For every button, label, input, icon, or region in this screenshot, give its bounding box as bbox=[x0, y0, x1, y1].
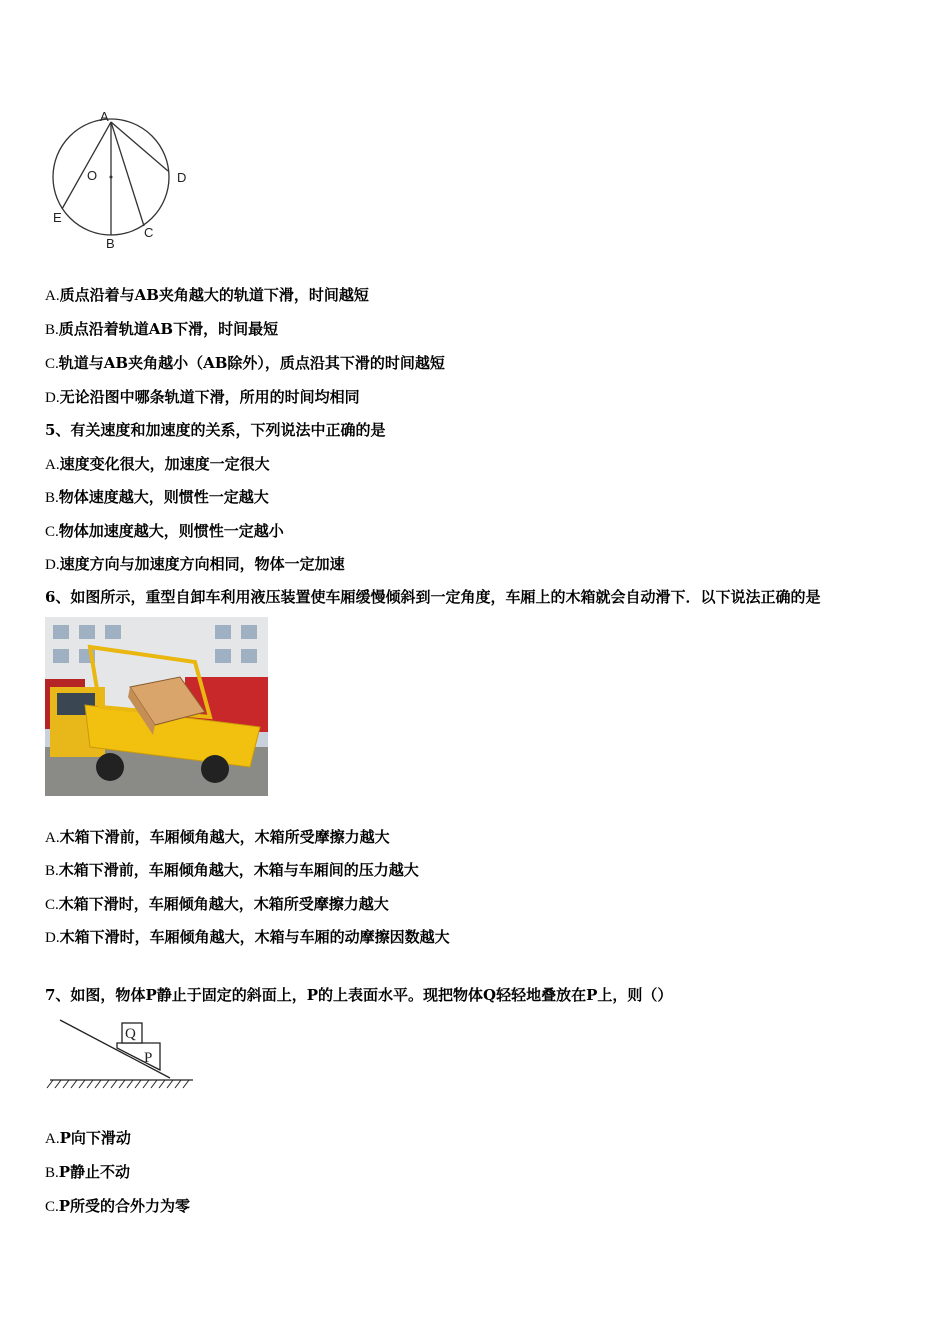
label-a: A bbox=[100, 109, 109, 124]
label-d: D bbox=[177, 170, 187, 185]
q4-option-d: D.无论沿图中哪条轨道下滑，所用的时间均相同 bbox=[45, 388, 360, 406]
label-e: E bbox=[53, 210, 62, 225]
q6-option-d: D.木箱下滑时，车厢倾角越大，木箱与车厢的动摩擦因数越大 bbox=[45, 928, 450, 946]
q6-option-c: C.木箱下滑时，车厢倾角越大，木箱所受摩擦力越大 bbox=[45, 895, 389, 913]
q4-option-a: A.质点沿着与AB夹角越大的轨道下滑，时间越短 bbox=[45, 286, 369, 304]
q4-option-c: C.轨道与AB夹角越小（AB除外），质点沿其下滑的时间越短 bbox=[45, 354, 445, 372]
q6-option-b: B.木箱下滑前，车厢倾角越大，木箱与车厢间的压力越大 bbox=[45, 861, 419, 879]
q5-option-d: D.速度方向与加速度方向相同，物体一定加速 bbox=[45, 555, 345, 573]
incline-figure bbox=[45, 1018, 200, 1093]
label-b: B bbox=[106, 236, 115, 251]
q7-option-c: C.P所受的合外力为零 bbox=[45, 1197, 191, 1215]
label-q: Q bbox=[125, 1026, 136, 1042]
label-c: C bbox=[144, 225, 154, 240]
label-o: O bbox=[87, 168, 98, 183]
q5-option-b: B.物体速度越大，则惯性一定越大 bbox=[45, 488, 269, 506]
q7-option-b: B.P静止不动 bbox=[45, 1163, 131, 1181]
q5-stem: 5、有关速度和加速度的关系，下列说法中正确的是 bbox=[45, 421, 386, 439]
dump-truck-photo bbox=[45, 617, 268, 796]
q5-option-a: A.速度变化很大，加速度一定很大 bbox=[45, 455, 270, 473]
q5-option-c: C.物体加速度越大，则惯性一定越小 bbox=[45, 522, 284, 540]
q6-option-a: A.木箱下滑前，车厢倾角越大，木箱所受摩擦力越大 bbox=[45, 828, 390, 846]
circle-track-figure bbox=[45, 108, 195, 253]
label-p: P bbox=[144, 1050, 153, 1066]
q6-stem: 6、如图所示，重型自卸车利用液压装置使车厢缓慢倾斜到一定角度，车厢上的木箱就会自动滑下．以下说法正确的是 bbox=[45, 588, 821, 606]
q7-option-a: A.P向下滑动 bbox=[45, 1129, 131, 1147]
q7-stem: 7、如图，物体P静止于固定的斜面上，P的上表面水平。现把物体Q轻轻地叠放在P上，则（） bbox=[45, 986, 673, 1004]
q4-option-b: B.质点沿着轨道AB下滑，时间最短 bbox=[45, 320, 279, 338]
